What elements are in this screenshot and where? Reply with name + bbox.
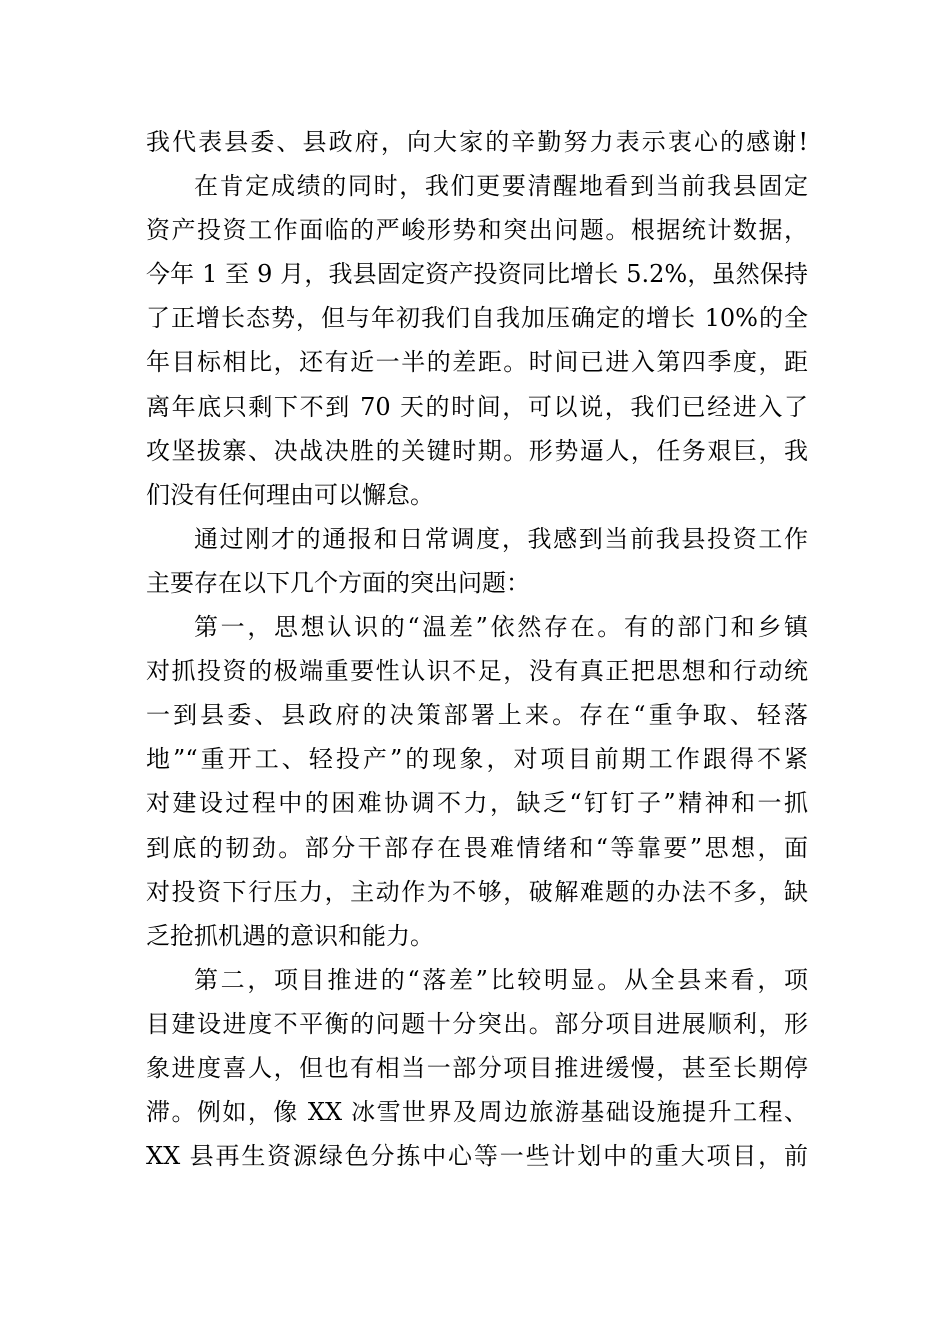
text-line: 对抓投资的极端重要性认识不足，没有真正把思想和行动统 xyxy=(146,657,808,686)
text-line: 到底的韧劲。部分干部存在畏难情绪和“等靠要”思想，面 xyxy=(146,833,808,862)
paragraph-last-line: 主要存在以下几个方面的突出问题： xyxy=(146,568,530,597)
paragraph-first-line: 通过刚才的通报和日常调度，我感到当前我县投资工作 xyxy=(194,524,808,553)
text-line: 资产投资工作面临的严峻形势和突出问题。根据统计数据， xyxy=(146,216,808,245)
text-line: 年目标相比，还有近一半的差距。时间已进入第四季度，距 xyxy=(146,348,808,377)
paragraph-first-line: 在肯定成绩的同时，我们更要清醒地看到当前我县固定 xyxy=(194,172,808,201)
text-line: 地”“重开工、轻投产”的现象，对项目前期工作跟得不紧 xyxy=(146,745,808,774)
text-line: XX 县再生资源绿色分拣中心等一些计划中的重大项目，前 xyxy=(146,1142,808,1171)
text-line: 对投资下行压力，主动作为不够，破解难题的办法不多，缺 xyxy=(146,877,808,906)
text-line: 目建设进度不平衡的问题十分突出。部分项目进展顺利，形 xyxy=(146,1009,808,1038)
text-line: 今年 1 至 9 月，我县固定资产投资同比增长 5.2%，虽然保持 xyxy=(146,260,808,289)
text-line: 攻坚拔寨、决战决胜的关键时期。形势逼人，任务艰巨，我 xyxy=(146,436,808,465)
document-body xyxy=(146,120,808,1178)
text-line: 象进度喜人，但也有相当一部分项目推进缓慢，甚至长期停 xyxy=(146,1053,808,1082)
text-line: 滞。例如，像 XX 冰雪世界及周边旅游基础设施提升工程、 xyxy=(146,1098,808,1127)
paragraph-first-line: 第二，项目推进的“落差”比较明显。从全县来看，项 xyxy=(194,965,808,994)
text-line: 我代表县委、县政府，向大家的辛勤努力表示衷心的感谢! xyxy=(146,128,808,156)
text-line: 离年底只剩下不到 70 天的时间，可以说，我们已经进入了 xyxy=(146,392,808,421)
paragraph-first-line: 第一，思想认识的“温差”依然存在。有的部门和乡镇 xyxy=(194,613,808,642)
text-line: 对建设过程中的困难协调不力，缺乏“钉钉子”精神和一抓 xyxy=(146,789,808,818)
text-line: 了正增长态势，但与年初我们自我加压确定的增长 10%的全 xyxy=(146,304,808,333)
paragraph-last-line: 们没有任何理由可以懈怠。 xyxy=(146,480,434,509)
text-line: 一到县委、县政府的决策部署上来。存在“重争取、轻落 xyxy=(146,701,808,730)
paragraph-last-line: 乏抢抓机遇的意识和能力。 xyxy=(146,921,434,950)
